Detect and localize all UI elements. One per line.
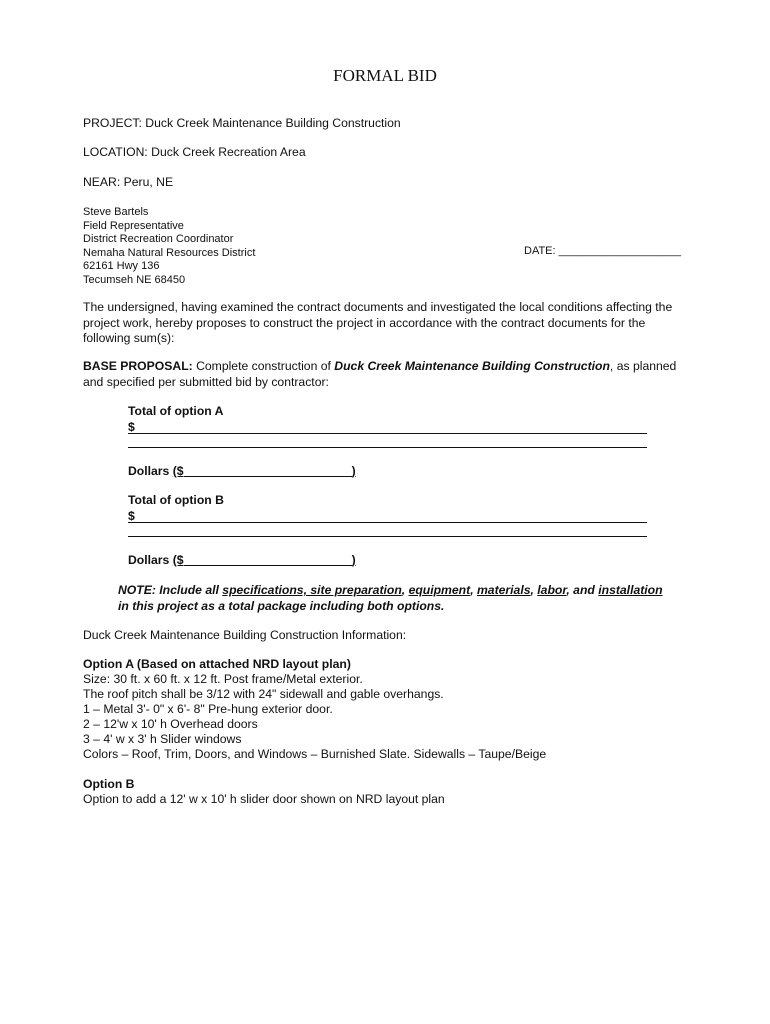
- option-a-total-label: Total of option A: [128, 404, 224, 418]
- option-b-dollars-open: ($: [172, 553, 184, 567]
- option-a-dollars-label: Dollars: [128, 464, 173, 478]
- option-b-heading: Option B: [83, 777, 135, 791]
- note-installation: installation: [598, 583, 663, 597]
- near-line: NEAR: Peru, NE: [83, 175, 174, 189]
- option-b-dollars-label: Dollars: [128, 553, 173, 567]
- note-equipment: equipment: [408, 583, 471, 597]
- base-proposal-label: BASE PROPOSAL:: [83, 359, 193, 373]
- document-title: FORMAL BID: [333, 66, 437, 85]
- base-proposal-text-1: Complete construction of: [192, 359, 335, 373]
- option-a-colors: Colors – Roof, Trim, Doors, and Windows – Burnished Slate. Sidewalls – Taupe/Beige: [83, 747, 547, 761]
- contact-name: Steve Bartels: [83, 206, 149, 218]
- option-b-dollars-blank[interactable]: [184, 553, 352, 566]
- contact-title: Field Representative: [83, 219, 184, 232]
- date-field[interactable]: DATE: ____________________: [524, 245, 681, 257]
- option-a-dollars-blank[interactable]: [184, 464, 352, 477]
- option-a-amount-line-1[interactable]: [128, 433, 647, 434]
- note-specs: specifications, site preparation: [222, 583, 402, 597]
- note-labor: labor: [537, 583, 567, 597]
- base-proposal-paragraph: [83, 359, 693, 390]
- option-a-amount-line-2[interactable]: [128, 447, 647, 448]
- info-heading: Duck Creek Maintenance Building Construction Information:: [83, 628, 407, 642]
- project-line: PROJECT: Duck Creek Maintenance Building Construction: [83, 116, 401, 130]
- contact-street: 62161 Hwy 136: [83, 260, 160, 272]
- base-proposal-text-2: , as planned and specified per submitted bid by contractor:: [83, 359, 677, 389]
- option-a-dollars-row: [128, 464, 356, 478]
- option-b-dollar-sign: $: [128, 509, 135, 523]
- option-b-text: Option to add a 12' w x 10' h slider door shown on NRD layout plan: [83, 792, 445, 806]
- note-materials: materials: [476, 583, 531, 597]
- option-b-dollars-row: [128, 553, 356, 567]
- base-proposal-project: Duck Creek Maintenance Building Construction: [334, 359, 610, 373]
- option-a-dollar-sign: $: [128, 420, 135, 434]
- option-a-overhead-doors: 2 – 12'w x 10' h Overhead doors: [83, 717, 258, 731]
- note-paragraph: [118, 582, 718, 614]
- note-comma-2: ,: [470, 583, 477, 597]
- note-and: , and: [566, 583, 599, 597]
- option-a-windows: 3 – 4' w x 3' h Slider windows: [83, 732, 242, 746]
- option-b-amount-line-2[interactable]: [128, 536, 647, 537]
- option-a-door: 1 – Metal 3'- 0" x 6'- 8" Pre-hung exterior door.: [83, 702, 333, 716]
- option-b-amount-line-1[interactable]: [128, 522, 647, 523]
- note-line-2: in this project as a total package including both options.: [118, 599, 445, 613]
- note-comma-3: ,: [530, 583, 538, 597]
- note-prefix: NOTE: Include all: [118, 583, 223, 597]
- option-a-heading: Option A (Based on attached NRD layout plan): [83, 657, 351, 671]
- note-comma-1: ,: [401, 583, 409, 597]
- contact-city: Tecumseh NE 68450: [83, 273, 186, 286]
- contact-role: District Recreation Coordinator: [83, 233, 234, 245]
- option-a-roof: The roof pitch shall be 3/12 with 24" sidewall and gable overhangs.: [83, 687, 444, 701]
- option-a-size: Size: 30 ft. x 60 ft. x 12 ft. Post frame/Metal exterior.: [83, 672, 363, 686]
- intro-paragraph: The undersigned, having examined the contract documents and investigated the local conditions affecting the project work, hereby proposes to construct the project in accordance with the contract documents for the following sum(s):: [83, 300, 673, 345]
- contact-organization: Nemaha Natural Resources District: [83, 246, 256, 259]
- option-b-dollars-close: ): [351, 553, 356, 567]
- option-b-total-label: Total of option B: [128, 493, 224, 507]
- option-a-dollars-close: ): [351, 464, 356, 478]
- location-line: LOCATION: Duck Creek Recreation Area: [83, 145, 306, 159]
- option-a-dollars-open: ($: [172, 464, 184, 478]
